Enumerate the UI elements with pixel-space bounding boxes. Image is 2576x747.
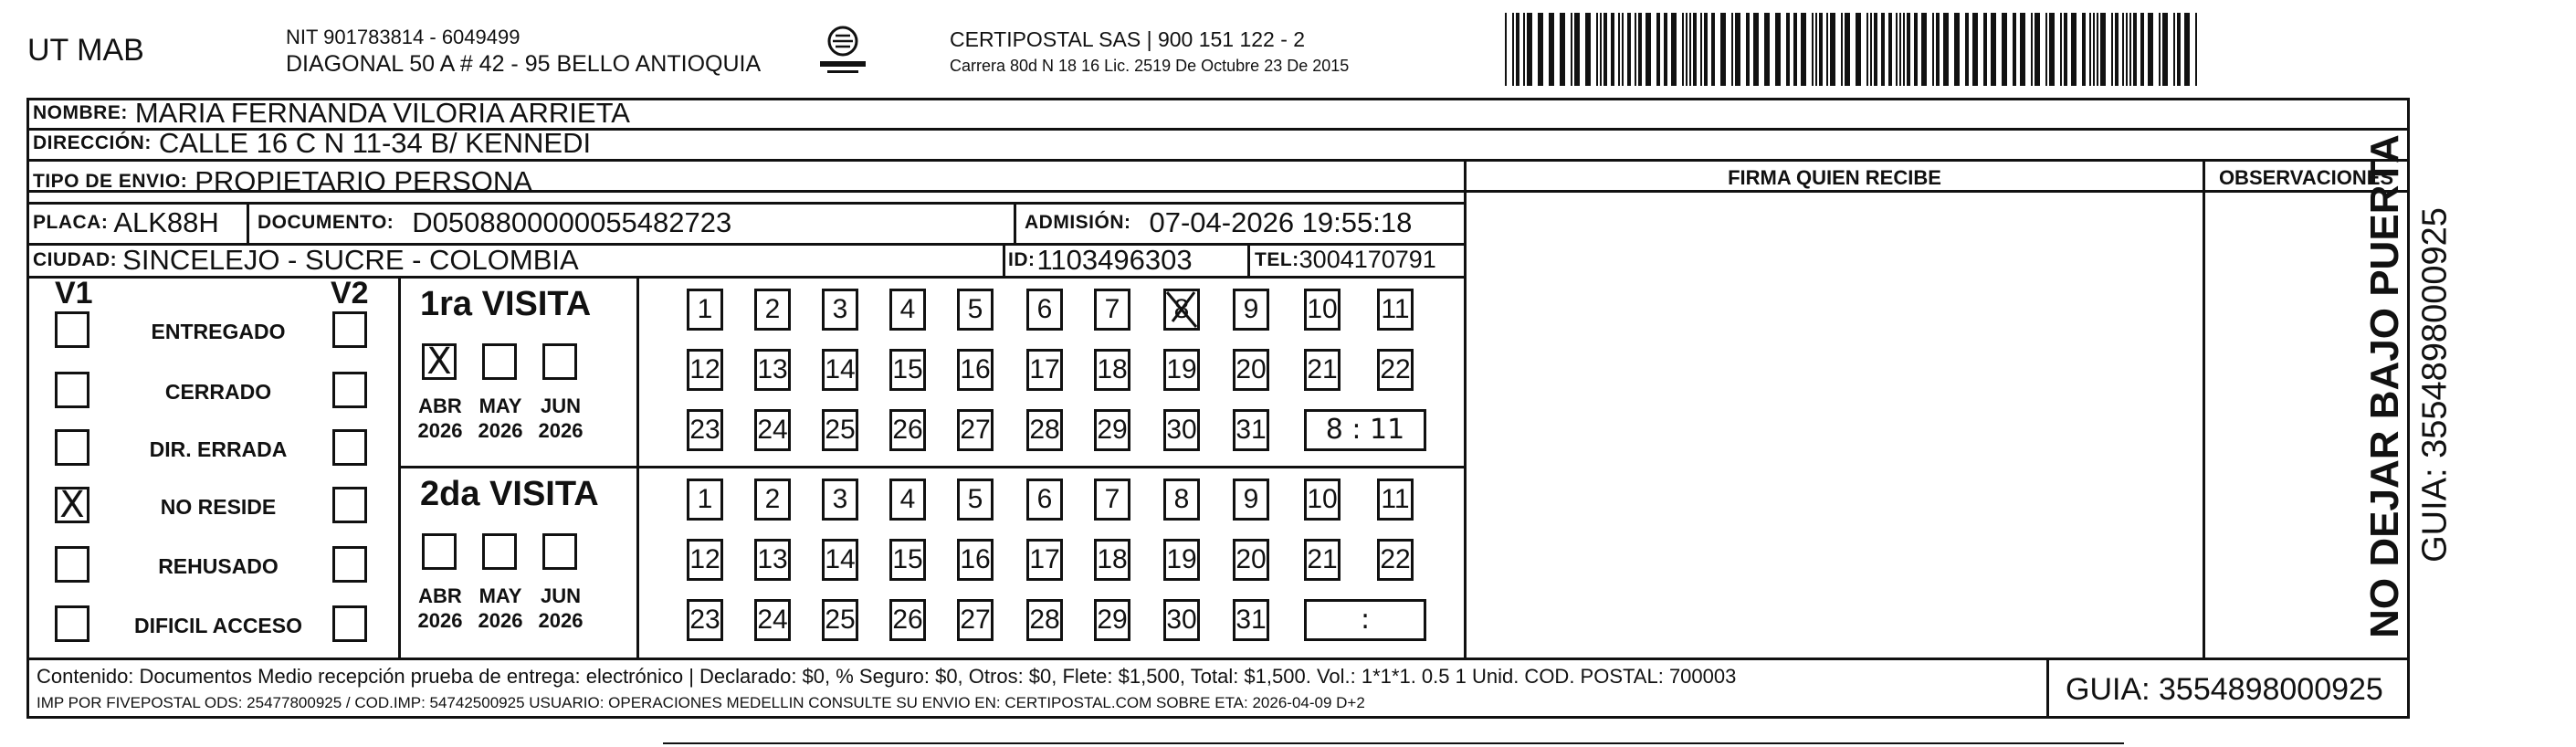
barcode-bar xyxy=(2184,13,2190,86)
barcode-bar xyxy=(1664,13,1667,86)
barcode-bar xyxy=(1527,13,1532,86)
day-box[interactable]: 29 xyxy=(1094,599,1130,641)
day-box[interactable]: 1 xyxy=(687,479,723,521)
barcode-bar xyxy=(2020,13,2025,86)
barcode-bar xyxy=(1571,13,1572,86)
city-label: CIUDAD: xyxy=(33,248,118,270)
id-label: ID: xyxy=(1008,248,1036,270)
barcode-bar xyxy=(2115,13,2119,86)
status-label: REHUSADO xyxy=(158,554,279,578)
barcode-bar xyxy=(2111,13,2113,86)
day-box[interactable]: 22 xyxy=(1377,539,1414,581)
month-label: JUN xyxy=(540,395,581,417)
barcode-bar xyxy=(1603,13,1607,86)
day-box[interactable]: 31 xyxy=(1233,599,1269,641)
barcode-bar xyxy=(2071,13,2077,86)
company-name: CERTIPOSTAL SAS | 900 151 122 - 2 xyxy=(950,27,1306,51)
barcode-bar xyxy=(1896,13,1898,86)
status-label: NO RESIDE xyxy=(160,495,277,519)
month-checkbox[interactable] xyxy=(422,533,457,570)
v1-checkbox[interactable] xyxy=(55,372,89,408)
barcode-bar xyxy=(1600,13,1602,86)
status-label: ENTREGADO xyxy=(151,320,286,343)
day-box[interactable]: 1 xyxy=(687,289,723,331)
barcode-bar xyxy=(1819,13,1823,86)
month-label: MAY xyxy=(478,584,522,607)
barcode-bar xyxy=(1538,13,1543,86)
admission-label: ADMISIÓN: xyxy=(1025,212,1131,233)
day-box[interactable]: 10 xyxy=(1304,479,1341,521)
id-value: 1103496303 xyxy=(1036,243,1193,276)
barcode-bar xyxy=(1627,13,1631,86)
barcode-bar xyxy=(2060,13,2062,86)
day-box[interactable]: 2 xyxy=(754,479,791,521)
observaciones-label: OBSERVACIONES xyxy=(2218,166,2394,189)
day-box[interactable]: 30 xyxy=(1163,409,1200,451)
day-box[interactable]: 8 xyxy=(1163,289,1200,331)
v2-label: V2 xyxy=(331,276,369,310)
barcode-bar xyxy=(2013,13,2016,86)
plate-row xyxy=(33,203,219,243)
barcode-bar xyxy=(1856,13,1861,86)
year-label: 2026 xyxy=(417,419,463,442)
day-box[interactable]: 18 xyxy=(1094,349,1130,391)
name-label: NOMBRE: xyxy=(33,101,128,123)
tel-value: 3004170791 xyxy=(1299,246,1436,273)
document: D0508800000055482723 xyxy=(412,206,732,238)
send-type-row xyxy=(33,164,532,199)
v2-checkbox[interactable] xyxy=(332,487,367,523)
month-label: ABR xyxy=(418,584,462,607)
barcode-bar xyxy=(1682,13,1684,86)
barcode-bar xyxy=(1907,13,1910,86)
side-warning: NO DEJAR BAJO PUERTA xyxy=(2362,134,2407,638)
barcode-bar xyxy=(1870,13,1872,86)
barcode-bar xyxy=(2100,13,2106,86)
barcode-bar xyxy=(1735,13,1740,86)
day-box[interactable]: 11 xyxy=(1377,479,1414,521)
barcode-bar xyxy=(1523,13,1525,86)
day-box[interactable]: 21 xyxy=(1304,539,1341,581)
barcode-bar xyxy=(1786,13,1790,86)
month-checkbox[interactable] xyxy=(482,343,517,380)
v1-checkbox[interactable] xyxy=(55,605,89,642)
name-row xyxy=(33,98,630,128)
day-box[interactable]: 14 xyxy=(822,349,858,391)
day-box[interactable]: 15 xyxy=(889,349,926,391)
barcode-bar xyxy=(1618,13,1620,86)
send-type-label: TIPO DE ENVIO: xyxy=(33,171,188,192)
day-box[interactable]: 22 xyxy=(1377,349,1414,391)
barcode xyxy=(1505,13,2199,86)
year-label: 2026 xyxy=(538,419,584,442)
barcode-bar xyxy=(1645,13,1651,86)
day-box[interactable]: 17 xyxy=(1026,349,1063,391)
v2-checkbox[interactable] xyxy=(332,429,367,466)
barcode-bar xyxy=(2035,13,2040,86)
barcode-bar xyxy=(2126,13,2128,86)
day-mark xyxy=(1163,289,1200,331)
day-box[interactable]: 27 xyxy=(957,409,994,451)
barcode-bar xyxy=(2133,13,2137,86)
tel-row xyxy=(1255,244,1436,276)
recipient-name: MARIA FERNANDA VILORIA ARRIETA xyxy=(134,96,630,129)
day-box[interactable]: 7 xyxy=(1094,289,1130,331)
barcode-bar xyxy=(2045,13,2047,86)
day-box[interactable]: 4 xyxy=(889,289,926,331)
barcode-bar xyxy=(2148,13,2153,86)
barcode-bar xyxy=(1700,13,1702,86)
sender-nit: NIT 901783814 - 6049499 xyxy=(286,26,520,48)
day-box[interactable]: 29 xyxy=(1094,409,1130,451)
year-label: 2026 xyxy=(478,609,523,632)
company-address: Carrera 80d N 18 16 Lic. 2519 De Octubre 23 De 2015 xyxy=(950,57,1350,75)
admission-row xyxy=(1025,203,1412,243)
barcode-bar xyxy=(1888,13,1892,86)
day-box[interactable]: 21 xyxy=(1304,349,1341,391)
day-box[interactable]: 18 xyxy=(1094,539,1130,581)
day-box[interactable]: 31 xyxy=(1233,409,1269,451)
day-box[interactable]: 24 xyxy=(754,599,791,641)
day-box[interactable]: 23 xyxy=(687,599,723,641)
barcode-bar xyxy=(1874,13,1877,86)
certipostal-logo xyxy=(811,18,875,82)
day-box[interactable]: 7 xyxy=(1094,479,1130,521)
day-box[interactable]: 28 xyxy=(1026,409,1063,451)
barcode-bar xyxy=(1899,13,1901,86)
firma-label: FIRMA QUIEN RECIBE xyxy=(1728,166,1941,189)
barcode-bar xyxy=(1830,13,1835,86)
barcode-bar xyxy=(1914,13,1918,86)
status-label: DIR. ERRADA xyxy=(149,437,288,461)
visit-title: 1ra VISITA xyxy=(420,285,592,323)
plate-label: PLACA: xyxy=(33,212,109,233)
barcode-bar xyxy=(1512,13,1514,86)
day-box[interactable]: 27 xyxy=(957,599,994,641)
month-checkbox[interactable]: X xyxy=(422,343,457,380)
v2-checkbox[interactable] xyxy=(332,372,367,408)
address-label: DIRECCIÓN: xyxy=(33,132,152,153)
day-box[interactable]: 14 xyxy=(822,539,858,581)
v1-checkbox[interactable]: X xyxy=(55,487,89,523)
barcode-bar xyxy=(1693,13,1697,86)
barcode-bar xyxy=(2064,13,2067,86)
barcode-bar xyxy=(1753,13,1759,86)
day-box[interactable]: 24 xyxy=(754,409,791,451)
month-checkbox[interactable] xyxy=(542,533,577,570)
city: SINCELEJO - SUCRE - COLOMBIA xyxy=(122,243,579,276)
footer-imp: IMP POR FIVEPOSTAL ODS: 25477800925 / COD.IMP: 54742500925 USUARIO: OPERACIONES MEDELLIN CONSULTE SU ENVIO EN: CERTIPOSTAL.COM SOBRE ETA: 2026-04-09 D+2 xyxy=(37,694,1365,711)
barcode-bar xyxy=(1936,13,1940,86)
barcode-bar xyxy=(1638,13,1642,86)
day-box[interactable]: 2 xyxy=(754,289,791,331)
day-box[interactable]: 20 xyxy=(1233,349,1269,391)
barcode-bar xyxy=(2162,13,2168,86)
barcode-bar xyxy=(1801,13,1806,86)
day-box[interactable]: 19 xyxy=(1163,349,1200,391)
side-guia: GUIA: 3554898000925 xyxy=(2415,207,2455,563)
barcode-bar xyxy=(1866,13,1868,86)
barcode-bar xyxy=(2089,13,2091,86)
barcode-bar xyxy=(1983,13,1987,86)
day-box[interactable]: 6 xyxy=(1026,479,1063,521)
barcode-bar xyxy=(2097,13,2098,86)
barcode-bar xyxy=(1711,13,1715,86)
document-label: DOCUMENTO: xyxy=(258,212,394,233)
barcode-bar xyxy=(1731,13,1733,86)
day-box[interactable]: 25 xyxy=(822,409,858,451)
barcode-bar xyxy=(2122,13,2124,86)
barcode-bar xyxy=(1845,13,1850,86)
day-box[interactable]: 9 xyxy=(1233,479,1269,521)
barcode-bar xyxy=(1775,13,1781,86)
day-box[interactable]: 12 xyxy=(687,539,723,581)
day-box[interactable]: 26 xyxy=(889,409,926,451)
month-label: MAY xyxy=(478,395,522,417)
barcode-bar xyxy=(1841,13,1843,86)
day-box[interactable]: 15 xyxy=(889,539,926,581)
recipient-address: CALLE 16 C N 11-34 B/ KENNEDI xyxy=(158,127,592,159)
plate: ALK88H xyxy=(113,206,219,238)
barcode-bar xyxy=(1972,13,1978,86)
day-box[interactable]: 16 xyxy=(957,349,994,391)
barcode-bar xyxy=(1932,13,1934,86)
barcode-bar xyxy=(2159,13,2161,86)
barcode-bar xyxy=(1560,13,1565,86)
sender-name: UT MAB xyxy=(27,33,144,68)
day-box[interactable]: 28 xyxy=(1026,599,1063,641)
barcode-bar xyxy=(1764,13,1770,86)
day-box[interactable]: 20 xyxy=(1233,539,1269,581)
barcode-bar xyxy=(1921,13,1927,86)
barcode-bar xyxy=(2031,13,2033,86)
barcode-bar xyxy=(1812,13,1814,86)
day-box[interactable]: 16 xyxy=(957,539,994,581)
barcode-bar xyxy=(2140,13,2144,86)
time-box[interactable]: 8 : 11 xyxy=(1304,409,1426,451)
day-box[interactable]: 5 xyxy=(957,289,994,331)
barcode-bar xyxy=(1720,13,1726,86)
year-label: 2026 xyxy=(538,609,584,632)
barcode-bar xyxy=(1516,13,1519,86)
barcode-bar xyxy=(2093,13,2095,86)
barcode-bar xyxy=(1686,13,1688,86)
day-box[interactable]: 17 xyxy=(1026,539,1063,581)
barcode-bar xyxy=(1793,13,1797,86)
city-row xyxy=(33,244,579,276)
barcode-bar xyxy=(1943,13,1949,86)
day-box[interactable]: 3 xyxy=(822,289,858,331)
footer-guia: GUIA: 3554898000925 xyxy=(2066,672,2383,707)
day-box[interactable]: 10 xyxy=(1304,289,1341,331)
barcode-bar xyxy=(2002,13,2007,86)
barcode-bar xyxy=(1826,13,1828,86)
day-box[interactable]: 30 xyxy=(1163,599,1200,641)
day-box[interactable]: 8 xyxy=(1163,479,1200,521)
barcode-bar xyxy=(1991,13,1996,86)
barcode-bar xyxy=(2049,13,2055,86)
v1-checkbox[interactable] xyxy=(55,429,89,466)
barcode-bar xyxy=(1954,13,1960,86)
barcode-bar xyxy=(1656,13,1660,86)
barcode-bar xyxy=(1746,13,1750,86)
barcode-bar xyxy=(1881,13,1885,86)
footer-contents: Contenido: Documentos Medio recepción prueba de entrega: electrónico | Declarado: $0, % Seguro: $0, Otros: $0, Flete: $1,500, Total: $1,500. Vol.: 1*1*1. 0.5 1 Unid. COD. POSTAL: 700003 xyxy=(37,665,1737,688)
barcode-bar xyxy=(1671,13,1677,86)
time-box[interactable]: : xyxy=(1304,599,1426,641)
visit-title: 2da VISITA xyxy=(420,475,599,513)
barcode-bar xyxy=(2177,13,2181,86)
day-box[interactable]: 9 xyxy=(1233,289,1269,331)
status-label: DIFICIL ACCESO xyxy=(133,614,302,637)
barcode-bar xyxy=(1635,13,1636,86)
v1-checkbox[interactable] xyxy=(55,546,89,583)
barcode-bar xyxy=(2173,13,2175,86)
id-row xyxy=(1008,244,1193,276)
sender-address: DIAGONAL 50 A # 42 - 95 BELLO ANTIOQUIA xyxy=(286,51,762,77)
admission: 07-04-2026 19:55:18 xyxy=(1149,206,1413,238)
month-checkbox[interactable] xyxy=(482,533,517,570)
month-label: ABR xyxy=(418,395,462,417)
barcode-bar xyxy=(2195,13,2197,86)
barcode-bar xyxy=(1574,13,1580,86)
day-box[interactable]: 12 xyxy=(687,349,723,391)
barcode-bar xyxy=(1965,13,1969,86)
year-label: 2026 xyxy=(417,609,463,632)
day-box[interactable]: 13 xyxy=(754,539,791,581)
barcode-bar xyxy=(1903,13,1905,86)
month-label: JUN xyxy=(540,584,581,607)
day-box[interactable]: 3 xyxy=(822,479,858,521)
year-label: 2026 xyxy=(478,419,523,442)
document-row xyxy=(258,203,731,243)
v2-checkbox[interactable] xyxy=(332,546,367,583)
barcode-bar xyxy=(1622,13,1624,86)
send-type: PROPIETARIO PERSONA xyxy=(195,165,532,197)
v1-label: V1 xyxy=(55,276,93,310)
barcode-bar xyxy=(1585,13,1591,86)
barcode-bar xyxy=(1689,13,1691,86)
day-box[interactable]: 11 xyxy=(1377,289,1414,331)
barcode-bar xyxy=(1704,13,1708,86)
barcode-bar xyxy=(1505,13,1507,86)
day-box[interactable]: 13 xyxy=(754,349,791,391)
day-box[interactable]: 19 xyxy=(1163,539,1200,581)
v1-checkbox[interactable] xyxy=(55,311,89,348)
day-box[interactable]: 4 xyxy=(889,479,926,521)
day-box[interactable]: 25 xyxy=(822,599,858,641)
v2-checkbox[interactable] xyxy=(332,311,367,348)
day-box[interactable]: 5 xyxy=(957,479,994,521)
barcode-bar xyxy=(1549,13,1554,86)
status-label: CERRADO xyxy=(164,380,272,404)
address-row xyxy=(33,128,591,159)
barcode-bar xyxy=(2082,13,2086,86)
barcode-bar xyxy=(1611,13,1614,86)
v2-checkbox[interactable] xyxy=(332,605,367,642)
barcode-bar xyxy=(1815,13,1817,86)
month-checkbox[interactable] xyxy=(542,343,577,380)
tel-label: TEL: xyxy=(1255,248,1299,270)
day-box[interactable]: 23 xyxy=(687,409,723,451)
signature-area[interactable] xyxy=(1467,193,2203,658)
barcode-bar xyxy=(2129,13,2131,86)
barcode-bar xyxy=(1596,13,1598,86)
day-box[interactable]: 6 xyxy=(1026,289,1063,331)
day-box[interactable]: 26 xyxy=(889,599,926,641)
